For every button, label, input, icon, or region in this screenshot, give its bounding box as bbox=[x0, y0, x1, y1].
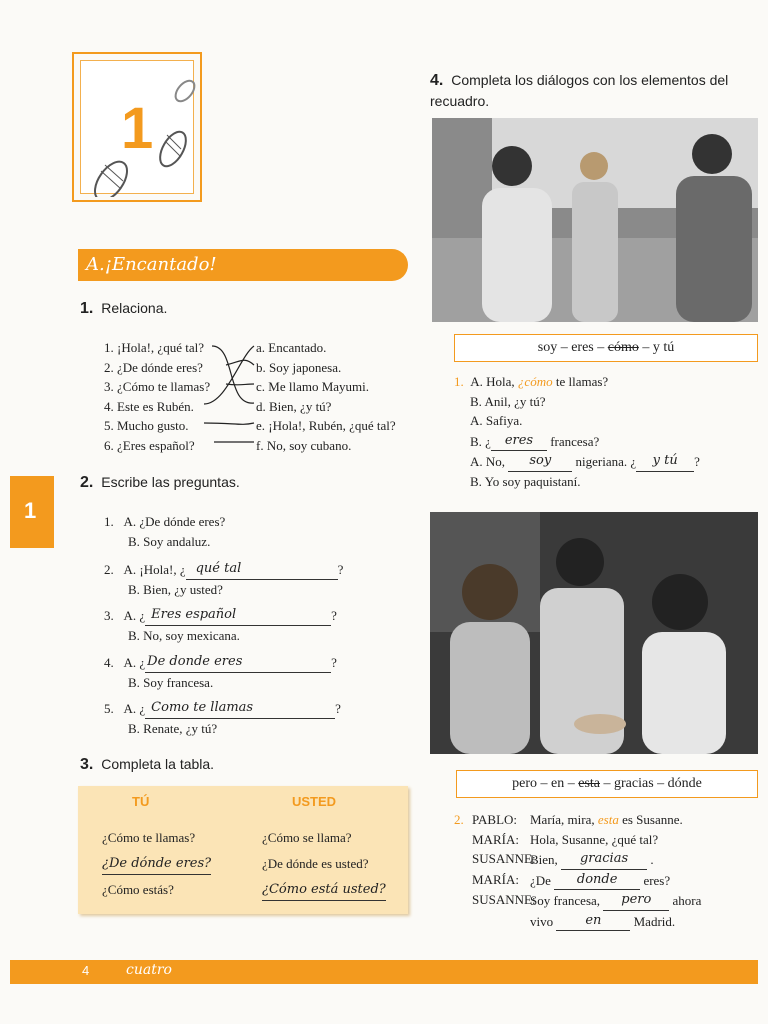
dialog-line: vivo bbox=[530, 913, 557, 929]
ex1-right-item: b. Soy japonesa. bbox=[256, 359, 342, 375]
question-mark: ? bbox=[331, 608, 337, 623]
page-number-word: cuatro bbox=[126, 962, 172, 978]
unit-box bbox=[72, 52, 202, 202]
ex2-item bbox=[104, 605, 404, 645]
speaker-label: SUSANNE: bbox=[472, 851, 536, 866]
exercise-2-number: 2. bbox=[80, 474, 94, 491]
dialog-line: B. Anil, ¿y tú? bbox=[470, 393, 546, 409]
dialog-line: B. Yo soy paquistaní. bbox=[470, 473, 581, 489]
table-cell-usted-handwritten[interactable]: ¿Cómo está usted? bbox=[262, 880, 386, 901]
table-cell-tu: ¿Cómo te llamas? bbox=[102, 830, 196, 845]
dialog-line: Bien, bbox=[530, 852, 562, 867]
word-box-1-struck: cómo bbox=[607, 340, 639, 355]
table-header-usted: USTED bbox=[292, 794, 337, 809]
dialog-line: A. Hola, bbox=[470, 374, 518, 389]
exercise-4-title-cont: recuadro. bbox=[430, 93, 490, 109]
dialog-line: eres? bbox=[640, 872, 671, 888]
question-mark: ? bbox=[335, 701, 341, 716]
dialog-handwritten-answer[interactable]: pero bbox=[603, 890, 669, 911]
ex2-answer: B. Renate, ¿y tú? bbox=[128, 720, 218, 736]
speaker-label: MARÍA: bbox=[472, 871, 519, 887]
ex1-matching-lines bbox=[196, 336, 260, 456]
ex2-item bbox=[104, 512, 404, 551]
ex2-handwritten-answer[interactable]: De donde eres bbox=[145, 652, 331, 673]
ex1-left-item: 2. ¿De dónde eres? bbox=[104, 359, 203, 375]
word-box-1 bbox=[454, 334, 758, 362]
word-box-1-words-end: – y tú bbox=[638, 340, 675, 355]
ex2-answer: B. Bien, ¿y usted? bbox=[128, 581, 223, 597]
photo-three-people-meeting bbox=[432, 118, 758, 322]
ex2-answer: B. Soy andaluz. bbox=[128, 533, 211, 549]
dialog-line: ? bbox=[694, 454, 700, 469]
ex1-left-item: 1. ¡Hola!, ¿qué tal? bbox=[104, 340, 204, 355]
ex1-right-item: f. No, soy cubano. bbox=[256, 437, 352, 453]
ex2-answer: B. No, soy mexicana. bbox=[128, 627, 240, 643]
table-cell-tu-handwritten[interactable]: ¿De dónde eres? bbox=[102, 854, 211, 875]
ex2-answer: B. Soy francesa. bbox=[128, 674, 214, 690]
dialog-handwritten-answer[interactable]: soy bbox=[508, 451, 572, 472]
dialog-line: te llamas? bbox=[552, 374, 609, 389]
footprints-illustration bbox=[81, 61, 199, 197]
dialog-line: María, mira, bbox=[530, 812, 598, 827]
question-mark: ? bbox=[337, 562, 344, 577]
exercise-1-title: Relaciona. bbox=[101, 300, 168, 316]
dialog-line: . bbox=[647, 852, 654, 867]
dialog-handwritten-answer[interactable]: gracias bbox=[561, 849, 647, 870]
exercise-1-number: 1. bbox=[80, 300, 94, 317]
dialog-line: es Susanne. bbox=[618, 812, 683, 827]
ex1-right-item: c. Me llamo Mayumi. bbox=[256, 379, 370, 394]
photo-illustration bbox=[430, 512, 758, 754]
ex1-left-item: 3. ¿Cómo te llamas? bbox=[104, 379, 211, 394]
dialog-1 bbox=[454, 372, 754, 491]
ex1-left-item: 4. Este es Rubén. bbox=[104, 398, 194, 414]
word-box-2-words-end: – gracias – dónde bbox=[600, 776, 702, 791]
ex2-item-number: 4. bbox=[104, 655, 114, 670]
ex2-question: A. ¡Hola!, ¿ bbox=[123, 562, 186, 577]
ex1-right-item: d. Bien, ¿y tú? bbox=[256, 398, 332, 414]
speaker-label: PABLO: bbox=[472, 812, 518, 827]
exercise-3-title: Completa la tabla. bbox=[101, 756, 215, 772]
unit-number: 1 bbox=[121, 96, 154, 161]
dialog-handwritten-answer[interactable]: y tú bbox=[636, 451, 694, 472]
dialog-line: Hola, Susanne, ¿qué tal? bbox=[530, 831, 659, 847]
dialog-line: nigeriana. ¿ bbox=[572, 454, 637, 469]
dialog-line: Madrid. bbox=[630, 913, 676, 929]
dialog-handwritten-answer[interactable]: donde bbox=[554, 870, 640, 891]
table-cell-tu: ¿Cómo estás? bbox=[102, 882, 174, 897]
exercise-4-title: Completa los diálogos con los elementos del bbox=[451, 72, 729, 88]
photo-people-greeting bbox=[430, 512, 758, 754]
word-box-1-words: soy – eres – bbox=[537, 340, 608, 355]
question-mark: ? bbox=[331, 655, 337, 670]
dialog-line: B. ¿ bbox=[470, 433, 491, 449]
ex2-handwritten-answer[interactable]: Como te llamas bbox=[145, 698, 335, 719]
table-cell-usted: ¿De dónde es usted? bbox=[262, 856, 369, 871]
ex2-item-number: 1. bbox=[104, 514, 114, 529]
ex2-question: A. ¿ bbox=[123, 701, 146, 716]
word-box-2 bbox=[456, 770, 758, 798]
dialog-handwritten-answer[interactable]: en bbox=[556, 911, 630, 932]
exercise-3-number: 3. bbox=[80, 756, 94, 773]
dialog-2 bbox=[454, 810, 760, 931]
ex1-right-item: e. ¡Hola!, Rubén, ¿qué tal? bbox=[256, 418, 396, 433]
table-cell-usted: ¿Cómo se llama? bbox=[262, 830, 352, 845]
dialog-line: A. No, bbox=[470, 454, 509, 469]
ex2-item-number: 5. bbox=[104, 701, 114, 716]
dialog-2-number: 2. bbox=[454, 812, 464, 827]
section-banner bbox=[78, 249, 408, 281]
exercise-4-number: 4. bbox=[430, 72, 444, 89]
ex2-question: A. ¿ bbox=[123, 608, 146, 623]
ex2-handwritten-answer[interactable]: Eres español bbox=[145, 605, 331, 626]
exercise-1-heading bbox=[80, 300, 167, 318]
ex1-right-column bbox=[256, 338, 416, 455]
ex2-item-number: 3. bbox=[104, 608, 114, 623]
table-header-tu: TÚ bbox=[132, 794, 150, 809]
ex1-right-item: a. Encantado. bbox=[256, 340, 327, 355]
ex2-item bbox=[104, 652, 404, 692]
dialog-line: ¿De bbox=[530, 872, 555, 888]
photo-illustration bbox=[432, 118, 758, 322]
page-number: 4 bbox=[82, 963, 90, 978]
section-title: A.¡Encantado! bbox=[86, 254, 217, 275]
ex2-item bbox=[104, 698, 404, 738]
exercise-4-heading bbox=[430, 70, 760, 112]
ex2-item-number: 2. bbox=[104, 562, 114, 577]
side-tab bbox=[10, 476, 54, 548]
conjugation-table bbox=[78, 786, 408, 914]
exercise-2-title: Escribe las preguntas. bbox=[101, 474, 240, 490]
ex2-question: A. ¿De dónde eres? bbox=[123, 514, 226, 529]
exercise-2-heading bbox=[80, 474, 240, 492]
dialog-handwritten-answer[interactable]: eres bbox=[491, 431, 547, 452]
dialog-line: francesa? bbox=[546, 433, 600, 449]
dialog-line: Soy francesa, bbox=[530, 893, 604, 908]
ex2-item bbox=[104, 559, 404, 599]
ex2-question: A. ¿ bbox=[123, 655, 146, 670]
word-box-2-struck: esta bbox=[578, 776, 600, 791]
dialog-line: ahora bbox=[669, 893, 702, 908]
speaker-label: MARÍA: bbox=[472, 831, 519, 847]
footer-bar bbox=[10, 960, 758, 984]
speaker-label: SUSANNE: bbox=[472, 892, 536, 907]
exercise-3-heading bbox=[80, 756, 214, 774]
dialog-1-number: 1. bbox=[454, 374, 464, 389]
ex2-handwritten-answer[interactable]: qué tal bbox=[186, 559, 338, 580]
side-tab-number: 1 bbox=[24, 498, 37, 523]
dialog-highlight: ¿cómo bbox=[517, 374, 553, 389]
dialog-line: A. Safiya. bbox=[470, 413, 523, 428]
word-box-2-words: pero – en – bbox=[512, 776, 579, 791]
ex1-left-item: 6. ¿Eres español? bbox=[104, 437, 195, 453]
ex1-left-item: 5. Mucho gusto. bbox=[104, 418, 189, 433]
dialog-highlight: esta bbox=[597, 812, 619, 827]
